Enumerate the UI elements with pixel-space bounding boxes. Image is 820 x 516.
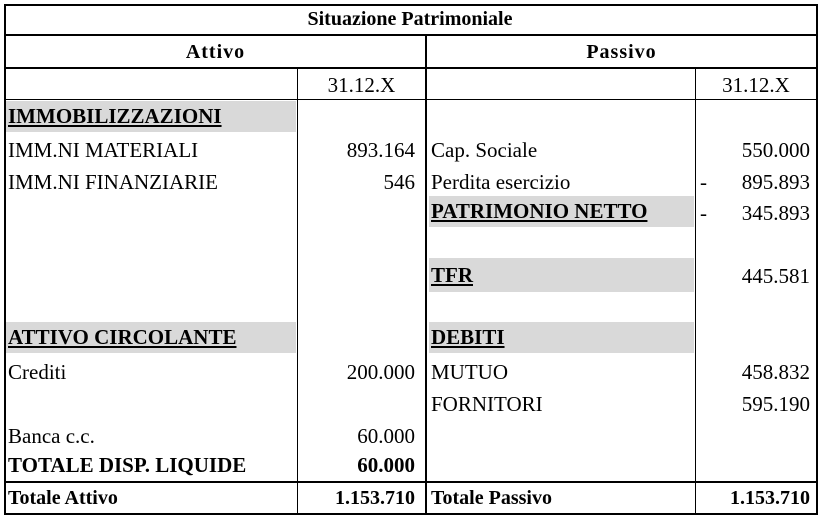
attivo-date-col: 31.12.X <box>327 73 396 97</box>
section-attivo-circolante: ATTIVO CIRCOLANTE <box>8 325 237 349</box>
totale-passivo-value: 1.153.710 <box>730 487 810 509</box>
tfr-value: 445.581 <box>741 264 810 288</box>
passivo-header: Passivo <box>586 41 657 63</box>
passivo-date-col: 31.12.X <box>722 73 790 97</box>
totale-attivo-label: Totale Attivo <box>8 487 118 509</box>
banca-label: Banca c.c. <box>8 424 95 448</box>
fornitori-label: FORNITORI <box>431 392 543 416</box>
section-tfr: TFR <box>431 263 473 287</box>
mutuo-label: MUTUO <box>431 360 508 384</box>
perdita-sign: - <box>700 170 707 194</box>
perdita-label: Perdita esercizio <box>431 170 571 194</box>
section-immobilizzazioni: IMMOBILIZZAZIONI <box>8 104 222 128</box>
banca-value: 60.000 <box>357 424 415 448</box>
attivo-value-divider <box>297 67 298 515</box>
attivo-header: Attivo <box>185 41 246 63</box>
border-left <box>4 4 6 515</box>
imm-finanziarie-label: IMM.NI FINANZIARIE <box>8 170 218 194</box>
mutuo-value: 458.832 <box>741 360 810 384</box>
patrimonio-sign: - <box>700 201 707 225</box>
crediti-value: 200.000 <box>346 360 415 384</box>
totale-attivo-value: 1.153.710 <box>335 487 415 509</box>
imm-materiali-value: 893.164 <box>346 138 415 162</box>
crediti-label: Crediti <box>8 360 67 384</box>
perdita-value: 895.893 <box>741 170 810 194</box>
totale-disp-liquide-value: 60.000 <box>357 453 415 477</box>
patrimonio-value: 345.893 <box>741 201 810 225</box>
passivo-value-divider <box>695 67 696 515</box>
imm-materiali-label: IMM.NI MATERIALI <box>8 138 199 162</box>
section-patrimonio-netto: PATRIMONIO NETTO <box>431 199 648 223</box>
totale-disp-liquide-label: TOTALE DISP. LIQUIDE <box>8 453 247 477</box>
border-right <box>816 4 818 515</box>
center-divider <box>425 34 427 515</box>
imm-finanziarie-value: 546 <box>383 170 415 194</box>
border-top <box>4 4 818 6</box>
cap-sociale-label: Cap. Sociale <box>431 138 538 162</box>
sheet-title: Situazione Patrimoniale <box>307 8 513 30</box>
section-debiti: DEBITI <box>431 325 505 349</box>
totale-passivo-label: Totale Passivo <box>431 487 552 509</box>
cap-sociale-value: 550.000 <box>741 138 810 162</box>
fornitori-value: 595.190 <box>741 392 810 416</box>
rule-below-title <box>4 34 818 36</box>
